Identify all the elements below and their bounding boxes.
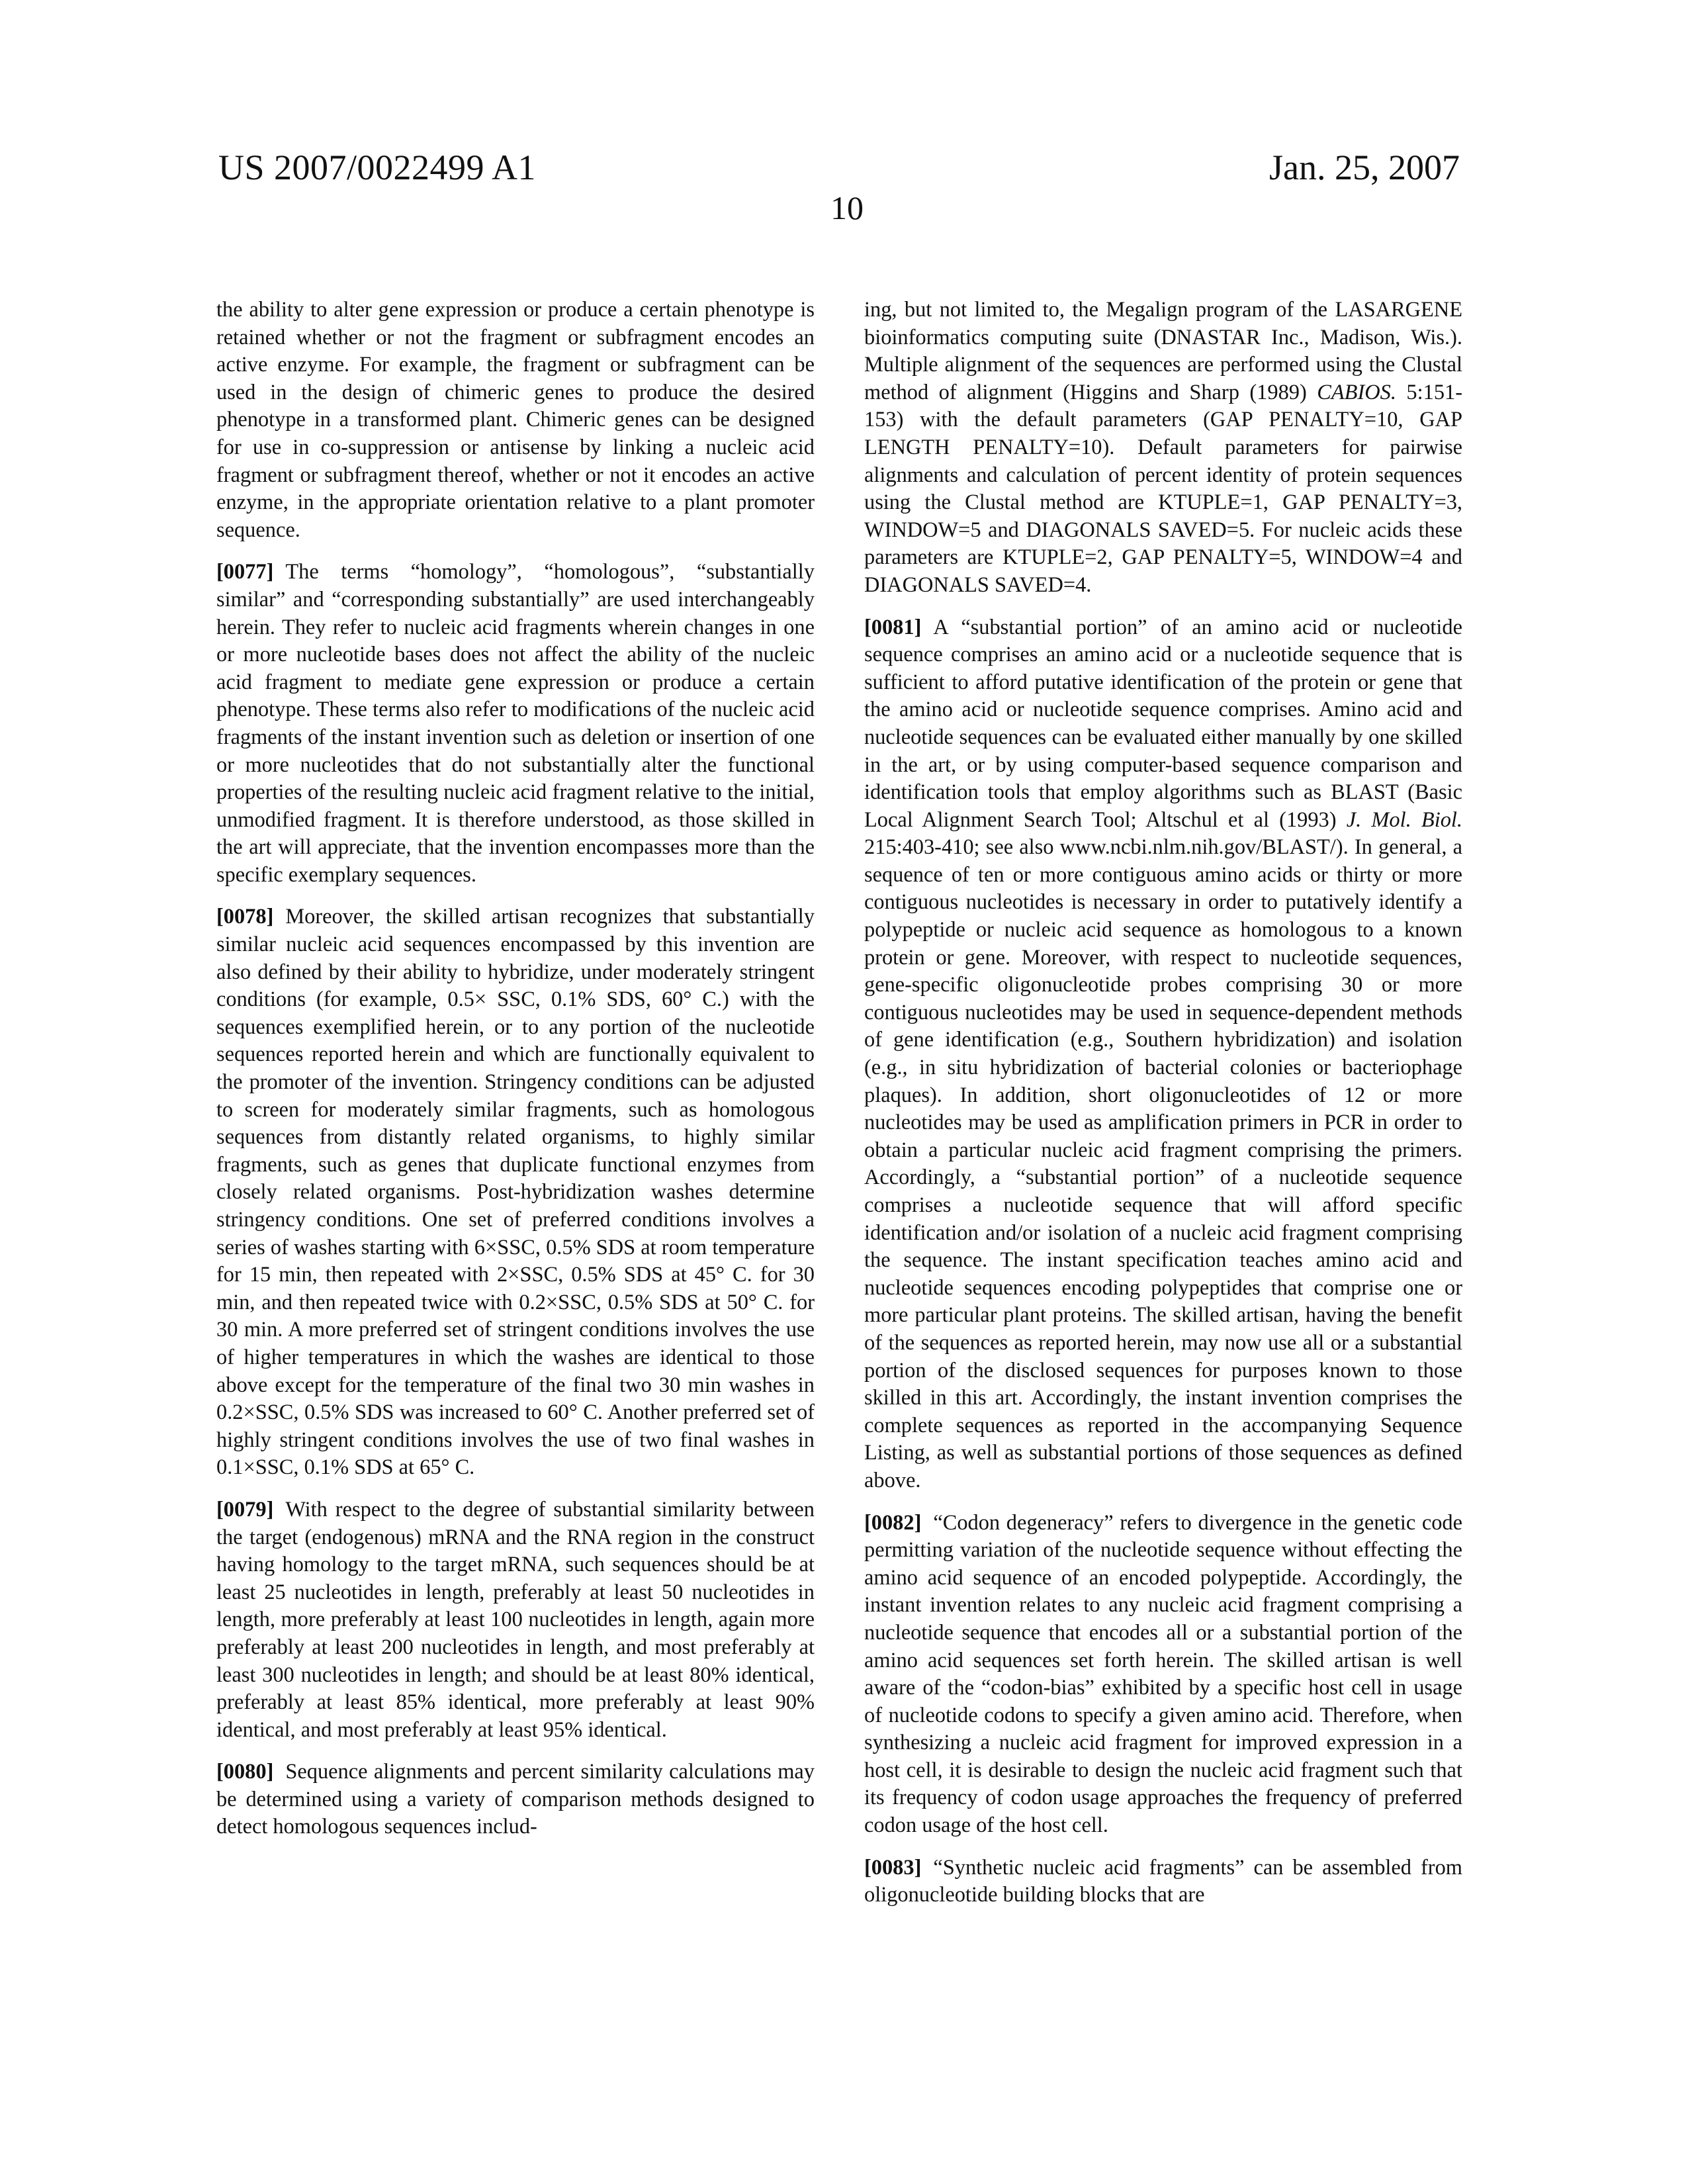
paragraph-number: [0083] [864, 1856, 921, 1880]
paragraph-text: “Synthetic nucleic acid fragments” can be assembled from oligonucleotide building blocks that are [864, 1856, 1462, 1907]
paragraph-text: Moreover, the skilled artisan recognizes that substantially similar nucleic acid sequences encompassed by this invention are also defined by their ability to hybridize, under moderately stringent conditions (for example, 0.5× SSC, 0.1% SDS, 60° C.) with the sequences exemplified herein, or to any portion of the nucleotide sequences reported herein and which are functionally equivalent to the promoter of the invention. Stringency conditions can be adjusted to screen for moderately similar fragments, such as homologous sequences from distantly related organisms, to highly similar fragments, such as genes that duplicate functional enzymes from closely related organisms. Post-hybridization washes determine stringency conditions. One set of preferred conditions involves a series of washes starting with 6×SSC, 0.5% SDS at room temperature for 15 min, then repeated with 2×SSC, 0.5% SDS at 45° C. for 30 min, and then repeated twice with 0.2×SSC, 0.5% SDS at 50° C. for 30 min. A more preferred set of stringent conditions involves the use of higher temperatures in which the washes are identical to those above except for the temperature of the final two 30 min washes in 0.2×SSC, 0.5% SDS was increased to 60° C. Another preferred set of highly stringent conditions involves the use of two final washes in 0.1×SSC, 0.1% SDS at 65° C. [216, 905, 815, 1479]
paragraph-0077 [216, 559, 815, 889]
paragraph-text: ing, but not limited to, the Megalign program of the LASARGENE bioinformatics computing suite (DNASTAR Inc., Madison, Wis.). Multiple alignment of the sequences are performed using the Clustal method of alignment (Higgins and Sharp (1989) [864, 298, 1462, 404]
paragraph-number: [0079] [216, 1498, 273, 1522]
paragraph-number: [0082] [864, 1511, 921, 1535]
paragraph-0083 [864, 1854, 1462, 1909]
paragraph-text: The terms “homology”, “homologous”, “substantially similar” and “corresponding substantially” are used interchangeably herein. They refer to nucleic acid fragments wherein changes in one or more nucleotide bases does not affect the ability of the nucleic acid fragment to mediate gene expression or produce a certain phenotype. These terms also refer to modifications of the nucleic acid fragments of the instant invention such as deletion or insertion of one or more nucleotides that do not substantially alter the functional properties of the resulting nucleic acid fragment relative to the initial, unmodified fragment. It is therefore understood, as those skilled in the art will appreciate, that the invention encompasses more than the specific exemplary sequences. [216, 560, 815, 887]
paragraph-text: “Codon degeneracy” refers to divergence in the genetic code permitting variation of the nucleotide sequence without effecting the amino acid sequence of an encoded polypeptide. Accordingly, the instant invention relates to any nucleic acid fragment comprising a nucleotide sequence that encodes all or a substantial portion of the amino acid sequences set forth herein. The skilled artisan is well aware of the “codon-bias” exhibited by a specific host cell in usage of nucleotide codons to specify a given amino acid. Therefore, when synthesizing a nucleic acid fragment for improved expression in a host cell, it is desirable to design the nucleic acid fragment such that its frequency of codon usage approaches the frequency of preferred codon usage of the host cell. [864, 1511, 1462, 1838]
journal-name: J. Mol. Biol. [1347, 808, 1462, 832]
journal-name: CABIOS. [1317, 381, 1396, 404]
paragraph-number: [0077] [216, 560, 273, 584]
paragraph-continued [864, 296, 1462, 600]
paragraph-number: [0081] [864, 615, 921, 639]
paragraph-0081 [864, 614, 1462, 1495]
paragraph-text: A “substantial portion” of an amino acid or nucleotide sequence comprises an amino acid or a nucleotide sequence that is sufficient to afford putative identification of the protein or gene that the amino acid or nucleotide sequence comprises. Amino acid and nucleotide sequences can be evaluated either manually by one skilled in the art, or by using computer-based sequence comparison and identification tools that employ algorithms such as BLAST (Basic Local Alignment Search Tool; Altschul et al (1993) [864, 615, 1462, 832]
right-column [864, 296, 1462, 1924]
paragraph-0078 [216, 903, 815, 1481]
paragraph-continued [216, 296, 815, 544]
left-column [216, 296, 815, 1856]
paragraph-0080 [216, 1758, 815, 1841]
page-number: 10 [0, 189, 1694, 227]
publication-number: US 2007/0022499 A1 [218, 147, 536, 188]
paragraph-0082 [864, 1510, 1462, 1840]
paragraph-text: With respect to the degree of substantial similarity between the target (endogenous) mRNA and the RNA region in the construct having homology to the target mRNA, such sequences should be at least 25 nucleotides in length, preferably at least 50 nucleotides in length, more preferably at least 100 nucleotides in length, again more preferably at least 200 nucleotides in length, and most preferably at least 300 nucleotides in length; and should be at least 80% identical, preferably at least 85% identical, more preferably at least 90% identical, and most preferably at least 95% identical. [216, 1498, 815, 1742]
paragraph-number: [0078] [216, 905, 273, 929]
paragraph-number: [0080] [216, 1760, 273, 1784]
paragraph-text: 215:403-410; see also www.ncbi.nlm.nih.gov/BLAST/). In general, a sequence of ten or more contiguous amino acids or thirty or more contiguous nucleotides is necessary in order to putatively identify a polypeptide or nucleic acid sequence as homologous to a known protein or gene. Moreover, with respect to nucleotide sequences, gene-specific oligonucleotide probes comprising 30 or more contiguous nucleotides may be used in sequence-dependent methods of gene identification (e.g., Southern hybridization) and isolation (e.g., in situ hybridization of bacterial colonies or bacteriophage plaques). In addition, short oligonucleotides of 12 or more nucleotides may be used as amplification primers in PCR in order to obtain a particular nucleic acid fragment comprising the primers. Accordingly, a “substantial portion” of a nucleotide sequence comprises a nucleotide sequence that will afford specific identification and/or isolation of a nucleic acid fragment comprising the sequence. The instant specification teaches amino acid and nucleotide sequences encoding polypeptides that comprise one or more particular plant proteins. The skilled artisan, having the benefit of the sequences as reported herein, may now use all or a substantial portion of the disclosed sequences for purposes known to those skilled in this art. Accordingly, the instant invention comprises the complete sequences as reported in the accompanying Sequence Listing, as well as substantial portions of those sequences as defined above. [864, 835, 1462, 1492]
paragraph-text: the ability to alter gene expression or produce a certain phenotype is retained whether or not the fragment or subfragment encodes an active enzyme. For example, the fragment or subfragment can be used in the design of chimeric genes to produce the desired phenotype in a transformed plant. Chimeric genes can be designed for use in co-suppression or antisense by linking a nucleic acid fragment or subfragment thereof, whether or not it encodes an active enzyme, in the appropriate orientation relative to a plant promoter sequence. [216, 298, 815, 542]
publication-date: Jan. 25, 2007 [1269, 147, 1460, 188]
paragraph-text: 5:151-153) with the default parameters (GAP PENALTY=10, GAP LENGTH PENALTY=10). Default parameters for pairwise alignments and calculation of percent identity of protein sequences using the Clustal method are KTUPLE=1, GAP PENALTY=3, WINDOW=5 and DIAGONALS SAVED=5. For nucleic acids these parameters are KTUPLE=2, GAP PENALTY=5, WINDOW=4 and DIAGONALS SAVED=4. [864, 381, 1462, 597]
paragraph-text: Sequence alignments and percent similarity calculations may be determined using a variety of comparison methods designed to detect homologous sequences includ- [216, 1760, 815, 1839]
paragraph-0079 [216, 1496, 815, 1744]
